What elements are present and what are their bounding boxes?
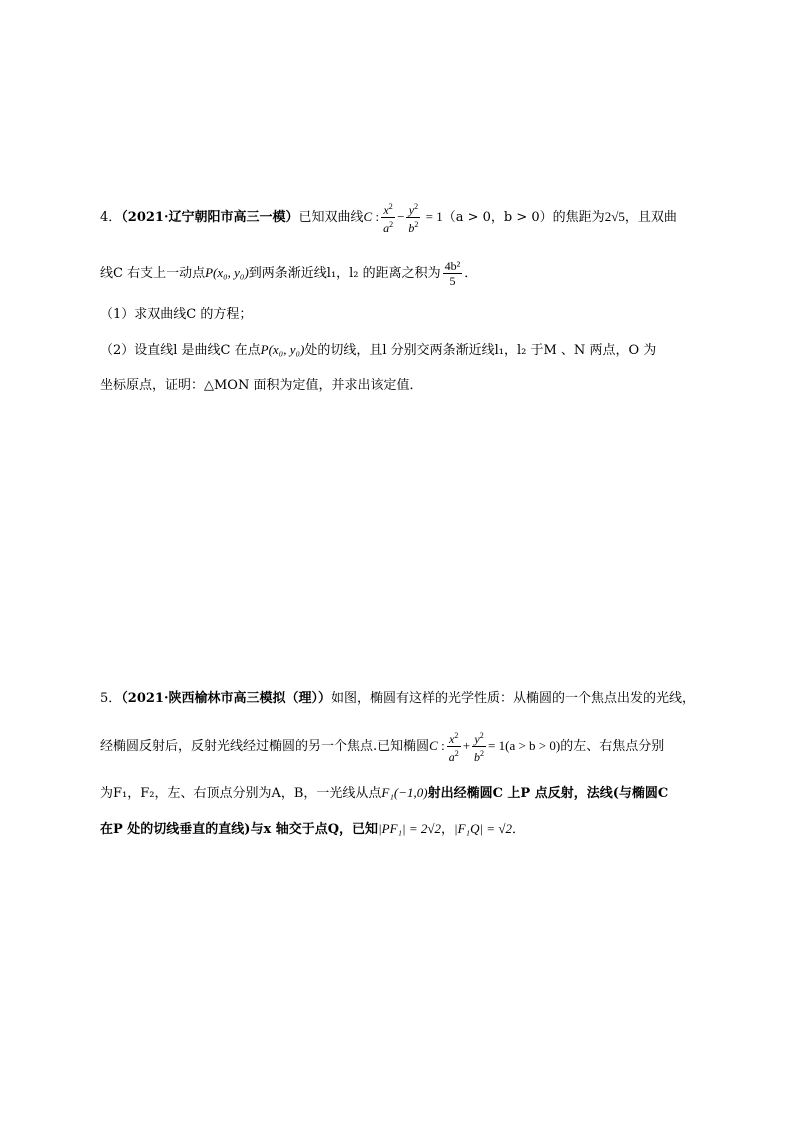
distance-product-fraction: $\frac{\text{4b²}}{5}$ (444, 259, 461, 288)
problem-4 (100, 200, 720, 392)
problem-5-line-3 (100, 786, 720, 800)
problem-text: 处的切线，且l 分别交两条渐近线l₁，l₂ 于M 、N 两点，O 为 (304, 343, 657, 358)
problem-text: 在P 处的切线垂直的直线)与x 轴交于点Q，已知 (100, 822, 379, 837)
curve-name: C (363, 209, 373, 224)
problem-source: （2021·陕西榆林市高三模拟（理）） (121, 691, 331, 706)
fraction-x2-a2: $\frac{x^2}{a^2}$ (448, 731, 459, 764)
problem-5-line-4 (100, 822, 720, 836)
problem-4-line-2 (100, 259, 720, 288)
point-p: P(x₀, y₀) (260, 342, 305, 357)
problem-4-part-2-line-1 (100, 343, 720, 357)
problem-source: （2021·辽宁朝阳市高三一模） (121, 210, 299, 225)
problem-text: 射出经椭圆C 上P 点反射，法线(与椭圆C (427, 786, 669, 801)
equation-f1q: |F₁Q| = √2 (454, 821, 512, 836)
problem-5-line-1 (100, 692, 720, 705)
problem-text: 到两条渐近线l₁，l₂ 的距离之积为 (248, 266, 441, 281)
point-p: P(x₀, y₀) (205, 265, 249, 280)
problem-text: ． (464, 266, 478, 281)
problem-text: ． (511, 822, 525, 837)
problem-text: ， (441, 822, 455, 837)
ellipse-condition: = 1(a > b > 0) (488, 738, 561, 753)
focal-distance-value: 2√5 (604, 209, 625, 224)
problem-text: 如图，椭圆有这样的光学性质：从椭圆的一个焦点出发的光线， (331, 691, 696, 706)
problem-number: 4． (100, 210, 122, 225)
fraction-y2-b2: $\frac{y^2}{b^2}$ (474, 731, 485, 764)
problem-text: 为F₁，F₂，左、右顶点分别为A，B，一光线从点 (100, 786, 382, 801)
problem-5-line-2: 经椭圆反射后，反射光线经过椭圆的另一个焦点.已知椭圆C : $\frac{x^2}{a^2}$ + $\frac{y^2}{b^2}$ = 1(a > b > 0)的左、右焦点分别 (100, 731, 665, 764)
fraction-y2-b2: $\frac{y^2}{b^2}$ (408, 202, 419, 235)
point-f1: F₁(−1,0) (381, 785, 428, 800)
problem-text: 已知双曲线 (298, 210, 364, 225)
problem-text: （2）设直线l 是曲线C 在点 (100, 343, 261, 358)
condition-text: （a > 0，b > 0）的焦距为 (442, 210, 605, 225)
problem-4-part-1: （1）求双曲线C 的方程； (100, 307, 253, 322)
problem-number: 5． (100, 691, 122, 706)
problem-4-part-2-line-2: 坐标原点，证明：△MON 面积为定值，并求出该定值． (100, 378, 423, 393)
equation-pf1: |PF₁| = 2√2 (378, 821, 442, 836)
problem-text: ，且双曲 (624, 210, 677, 225)
problem-text: 经椭圆反射后，反射光线经过椭圆的另一个焦点.已知椭圆 (100, 739, 430, 754)
problem-5 (100, 692, 720, 836)
problem-4-line-1: 4．（2021·辽宁朝阳市高三一模）已知双曲线C : $\frac{x^2}{a^2}$ − $\frac{y^2}{b^2}$ = 1（a > 0，b > 0）的焦距为2√5，且双曲 (100, 202, 677, 235)
problem-text: 线C 右支上一动点 (100, 266, 206, 281)
problem-text: 的左、右焦点分别 (560, 739, 665, 754)
fraction-x2-a2: $\frac{x^2}{a^2}$ (383, 202, 394, 235)
